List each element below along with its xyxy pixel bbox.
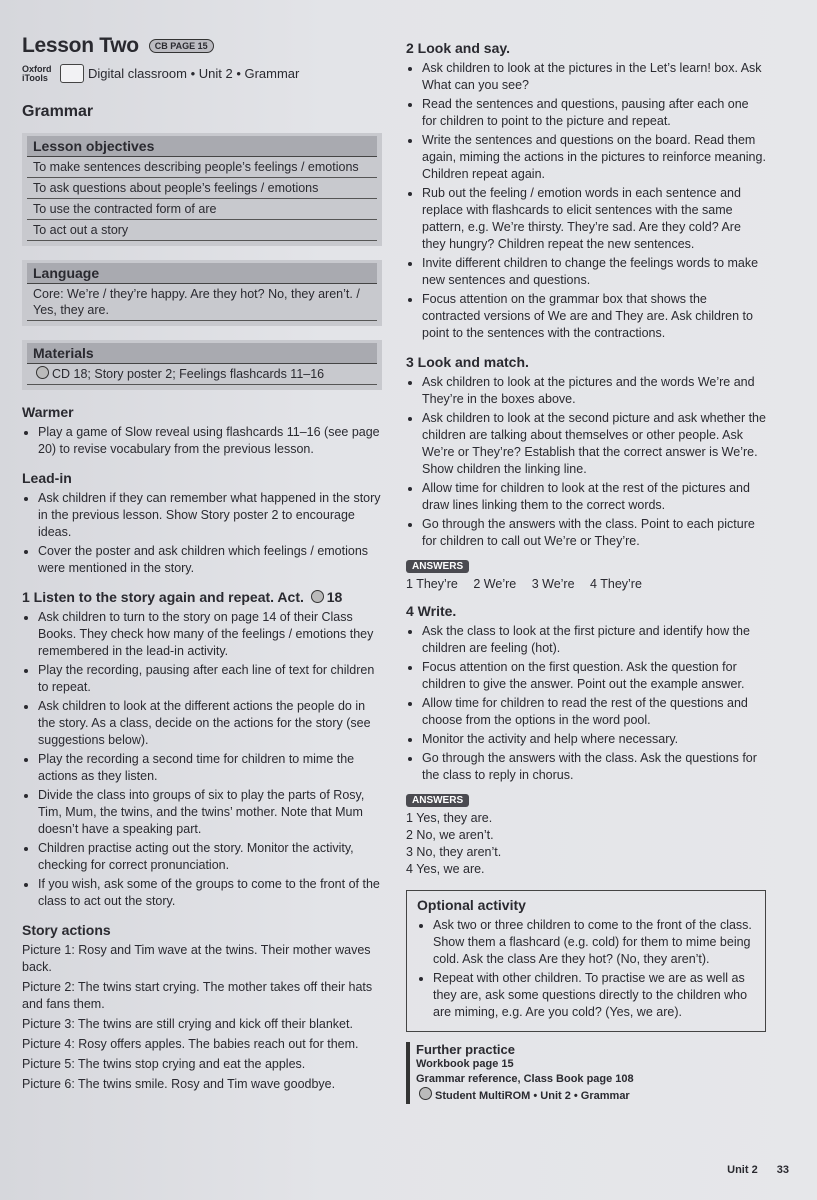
cd-icon [311, 590, 324, 603]
exercise-2-list [406, 60, 766, 342]
list-item: • Ask children to turn to the story on page 14 of their Class Books. They check how many of the feelings / emotions they remembered in the lead-in activity. [38, 609, 382, 660]
oxford-itools-logo: Oxford iTools [22, 63, 52, 83]
materials-box [22, 340, 382, 390]
list-item: • If you wish, ask some of the groups to come to the front of the class to act out the story. [38, 876, 382, 910]
list-item: • Play a game of Slow reveal using flashcards 11–16 (see page 20) to revise vocabulary from the previous lesson. [38, 424, 382, 458]
objective-row: To use the contracted form of are [27, 199, 377, 220]
exercise-4-heading: 4 Write. [406, 603, 457, 619]
story-action: Picture 2: The twins start crying. The mother takes off their hats and fans them. [22, 980, 373, 1011]
answer: 3 We’re [531, 577, 575, 591]
warmer-heading: Warmer [22, 404, 74, 420]
list-item: • Go through the answers with the class. Ask the questions for the class to reply in chorus. [422, 750, 766, 784]
objectives-title: Lesson objectives [27, 136, 377, 157]
answer: 2 We’re [473, 577, 517, 591]
cd-icon [419, 1087, 432, 1100]
unit-label: Unit 2 [727, 1164, 758, 1176]
page-footer [711, 1164, 789, 1176]
language-row: Core: We’re / they’re happy. Are they hot? No, they aren’t. / Yes, they are. [27, 284, 377, 321]
list-item: • Focus attention on the grammar box that shows the contracted versions of We are and They are. Ask children to point to the sentences with the contractions. [422, 291, 766, 342]
story-action: Picture 5: The twins stop crying and eat the apples. [22, 1057, 306, 1071]
objective-row: To ask questions about people’s feelings / emotions [27, 178, 377, 199]
list-item: • Ask children to look at the different actions the people do in the story. As a class, decide on the actions for the story (see suggestions below). [38, 698, 382, 749]
answer: 1 They’re [406, 577, 458, 591]
answers-label: ANSWERS [406, 560, 469, 573]
lesson-header [22, 34, 382, 58]
list-item: • Cover the poster and ask children which feelings / emotions were mentioned in the story. [38, 543, 382, 577]
further-practice-title: Further practice [416, 1042, 515, 1057]
list-item: • Play the recording, pausing after each line of text for children to repeat. [38, 662, 382, 696]
list-item: • Ask children to look at the pictures in the Let’s learn! box. Ask What can you see? [422, 60, 766, 94]
list-item: • Ask children to look at the pictures and the words We’re and They’re in the boxes above. [422, 374, 766, 408]
answer: 4 They’re [590, 577, 642, 591]
further-practice-line: Grammar reference, Class Book page 108 [416, 1073, 634, 1085]
objective-row: To make sentences describing people’s feelings / emotions [27, 157, 377, 178]
track-number: 18 [326, 589, 343, 605]
list-item: • Divide the class into groups of six to play the parts of Rosy, Tim, Mum, the twins, and the twins’ mother. Note that Mum doesn’t have a speaking part. [38, 787, 382, 838]
answer: 3 No, they aren’t. [406, 845, 502, 859]
materials-title: Materials [27, 343, 377, 364]
exercise-3-list [406, 374, 766, 550]
exercise-3-heading: 3 Look and match. [406, 354, 529, 370]
list-item: • Write the sentences and questions on the board. Read them again, miming the actions in the pictures to reinforce meaning. Children repeat again. [422, 132, 766, 183]
leadin-heading: Lead-in [22, 470, 72, 486]
language-box [22, 260, 382, 326]
lesson-title: Lesson Two [22, 34, 139, 57]
cb-page-badge: CB PAGE 15 [149, 39, 214, 53]
story-action: Picture 1: Rosy and Tim wave at the twins. Their mother waves back. [22, 943, 371, 974]
further-practice [406, 1042, 766, 1104]
story-action: Picture 6: The twins smile. Rosy and Tim wave goodbye. [22, 1077, 336, 1091]
warmer-list [22, 424, 382, 458]
optional-activity-list [417, 917, 755, 1021]
exercise-1-list [22, 609, 382, 910]
answer: 4 Yes, we are. [406, 862, 485, 876]
list-item: • Allow time for children to look at the rest of the pictures and draw lines linking them to the correct words. [422, 480, 766, 514]
list-item: • Rub out the feeling / emotion words in each sentence and replace with flashcards to elicit sentences with the same pattern, e.g. We’re thirsty. They’re sad. Are they cold? Are they hungry? Children repeat the new sentences. [422, 185, 766, 253]
objectives-box [22, 133, 382, 246]
right-column [406, 40, 766, 1104]
left-column [22, 34, 382, 1096]
list-item: • Monitor the activity and help where necessary. [422, 731, 766, 748]
answer: 2 No, we aren’t. [406, 828, 494, 842]
exercise-4-list [406, 623, 766, 784]
further-practice-line: Student MultiROM • Unit 2 • Grammar [416, 1087, 766, 1104]
leadin-list [22, 490, 382, 577]
list-item: • Allow time for children to read the rest of the questions and choose from the options in the word pool. [422, 695, 766, 729]
further-practice-line: Workbook page 15 [416, 1058, 514, 1070]
list-item: • Ask two or three children to come to the front of the class. Show them a flashcard (e.g. cold) for them to mime being cold. Ask the class Are they hot? (No, they aren’t). [433, 917, 755, 968]
exercise-1-heading: 1 Listen to the story again and repeat. Act. 18 [22, 589, 343, 605]
exercise-3-answers [406, 577, 766, 591]
section-heading: Grammar [22, 103, 94, 120]
materials-row: CD 18; Story poster 2; Feelings flashcards 11–16 [27, 364, 377, 385]
optional-activity-box [406, 890, 766, 1032]
story-actions-heading: Story actions [22, 922, 111, 938]
answers-label: ANSWERS [406, 794, 469, 807]
list-item: • Ask children to look at the second picture and ask whether the children are talking about themselves or other people. Ask We’re or They’re? Establish that the correct answer is We’re. Show children the linking line. [422, 410, 766, 478]
optional-activity-title: Optional activity [417, 897, 526, 913]
story-action: Picture 4: Rosy offers apples. The babies reach out for them. [22, 1037, 359, 1051]
list-item: • Invite different children to change the feelings words to make new sentences and questions. [422, 255, 766, 289]
list-item: • Go through the answers with the class. Point to each picture for children to call out We’re or They’re. [422, 516, 766, 550]
exercise-4-answers [406, 810, 766, 878]
objective-row: To act out a story [27, 220, 377, 241]
list-item: • Ask children if they can remember what happened in the story in the previous lesson. Show Story poster 2 to encourage ideas. [38, 490, 382, 541]
whiteboard-icon [60, 64, 84, 83]
list-item: • Focus attention on the first question. Ask the question for children to give the answer. Point out the example answer. [422, 659, 766, 693]
exercise-2-heading: 2 Look and say. [406, 40, 510, 56]
list-item: • Ask the class to look at the first picture and identify how the children are feeling (hot). [422, 623, 766, 657]
list-item: • Read the sentences and questions, pausing after each one for children to point to the picture and repeat. [422, 96, 766, 130]
list-item: • Children practise acting out the story. Monitor the activity, checking for correct pronunciation. [38, 840, 382, 874]
itools-row [22, 64, 382, 83]
answer: 1 Yes, they are. [406, 811, 493, 825]
language-title: Language [27, 263, 377, 284]
digital-classroom-label: Digital classroom • Unit 2 • Grammar [88, 66, 300, 81]
story-action: Picture 3: The twins are still crying and kick off their blanket. [22, 1017, 353, 1031]
page-number: 33 [776, 1164, 789, 1176]
cd-icon [36, 366, 49, 379]
list-item: • Repeat with other children. To practise we are as well as they are, ask some questions directly to the children who are miming, e.g. Are you cold? (Yes, we are). [433, 970, 755, 1021]
list-item: • Play the recording a second time for children to mime the actions as they listen. [38, 751, 382, 785]
